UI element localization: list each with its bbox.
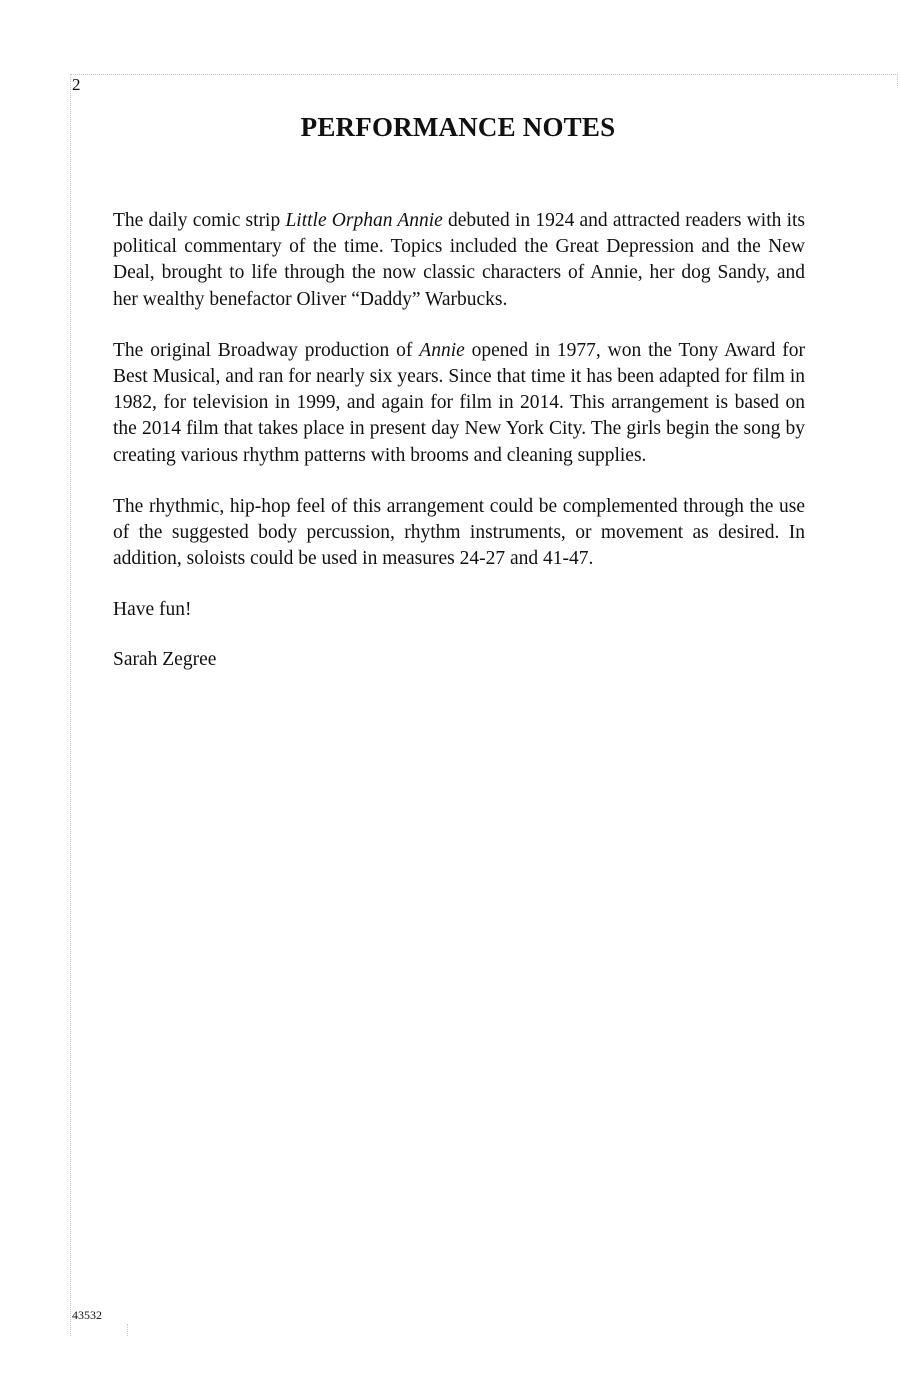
page-frame-top [70, 74, 898, 75]
p1-text-end: debuted in 1924 and attracted readers with its political commentary of the time. Topics included the Great Depression and the New Deal, brought to life through the now classic characters of Annie, her dog Sandy, and her wealthy benefactor Oliver “Daddy” Warbucks. [113, 210, 805, 310]
paragraph-broadway [113, 338, 805, 469]
paragraph-comic-strip [113, 208, 805, 313]
catalog-number: 43532 [72, 1308, 102, 1322]
performance-notes-body [113, 208, 805, 696]
page-frame-left [70, 74, 71, 1336]
page-number: 2 [72, 75, 81, 94]
page-frame-right [897, 74, 898, 86]
comic-title: Little Orphan Annie [285, 210, 443, 231]
p1-text-start: The daily comic strip [113, 210, 286, 231]
p2-text-start: The original Broadway production of [113, 339, 420, 361]
signature: Sarah Zegree [113, 648, 217, 670]
musical-title: Annie [419, 339, 465, 361]
paragraph-arrangement: The rhythmic, hip-hop feel of this arrangement could be complemented through the use of the suggested body percussion, rhythm instruments, or movement as desired. In addition, soloists could be used in measures 24-27 and 41-47. [113, 495, 805, 570]
p2-text-end: opened in 1977, won the Tony Award for Best Musical, and ran for nearly six years. Since that time it has been adapted for film in 1982, for television in 1999, and again for film in 2014. This arrangement is based on the 2014 film that takes place in present day New York City. The girls begin the song by creating various rhythm patterns with brooms and cleaning supplies. [113, 339, 806, 466]
closing-line: Have fun! [113, 599, 192, 621]
page-title: PERFORMANCE NOTES [300, 112, 616, 142]
page-frame-tick [127, 1324, 128, 1336]
